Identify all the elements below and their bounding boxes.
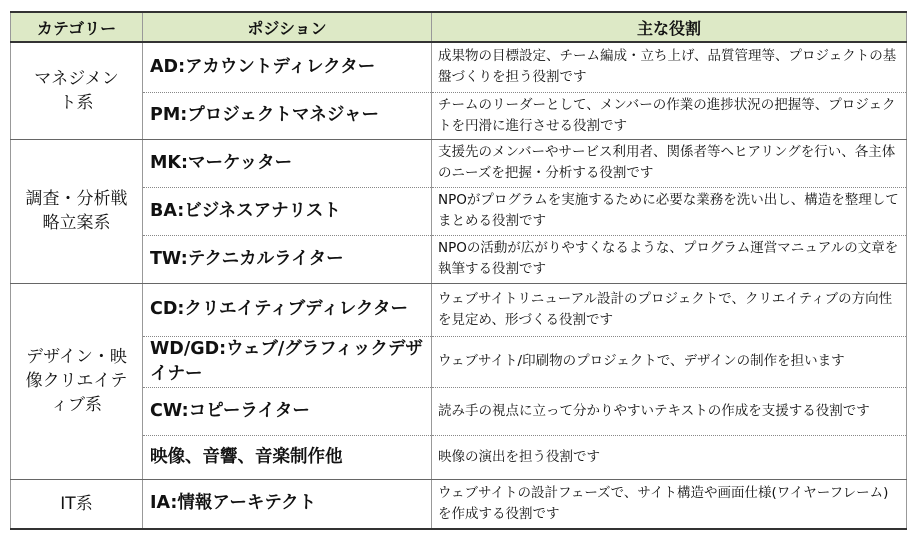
- role-cell: NPOの活動が広がりやすくなるような、プログラム運営マニュアルの文章を執筆する役割です: [432, 235, 907, 283]
- role-cell: 支援先のメンバーやサービス利用者、関係者等へヒアリングを行い、各主体のニーズを把握・分析する役割です: [432, 139, 907, 187]
- position-cell: WD/GD:ウェブ/グラフィックデザイナー: [143, 336, 432, 387]
- category-label: マネジメント系: [34, 68, 119, 113]
- table-row: [11, 187, 907, 235]
- position-cell: 映像、音響、音楽制作他: [143, 435, 432, 479]
- table-row: [11, 42, 907, 92]
- category-label: 調査・分析戦略立案系: [25, 189, 128, 233]
- table-row: [11, 387, 907, 435]
- position-cell: CW:コピーライター: [143, 387, 432, 435]
- category-cell: [11, 283, 143, 479]
- position-cell: MK:マーケッター: [143, 139, 432, 187]
- table-row: [11, 283, 907, 336]
- role-cell: ウェブサイト/印刷物のプロジェクトで、デザインの制作を担います: [432, 336, 907, 387]
- role-cell: 読み手の視点に立って分かりやすいテキストの作成を支援する役割です: [432, 387, 907, 435]
- role-cell: 映像の演出を担う役割です: [432, 435, 907, 479]
- table-row: [11, 479, 907, 529]
- roles-table: [10, 11, 907, 530]
- role-cell: チームのリーダーとして、メンバーの作業の進捗状況の把握等、プロジェクトを円滑に進行させる役割です: [432, 92, 907, 139]
- role-cell: ウェブサイトリニューアル設計のプロジェクトで、クリエイティブの方向性を見定め、形づくる役割です: [432, 283, 907, 336]
- table-row: [11, 435, 907, 479]
- position-cell: IA:情報アーキテクト: [143, 479, 432, 529]
- category-cell: IT系: [11, 479, 143, 529]
- position-cell: TW:テクニカルライター: [143, 235, 432, 283]
- header-position: ポジション: [143, 12, 432, 42]
- role-cell: NPOがプログラムを実施するために必要な業務を洗い出し、構造を整理してまとめる役割です: [432, 187, 907, 235]
- position-cell: CD:クリエイティブディレクター: [143, 283, 432, 336]
- role-cell: ウェブサイトの設計フェーズで、サイト構造や画面仕様(ワイヤーフレーム)を作成する役割です: [432, 479, 907, 529]
- table-row: [11, 336, 907, 387]
- header-category: カテゴリー: [11, 12, 143, 42]
- category-cell: [11, 42, 143, 139]
- header-row: [11, 12, 907, 42]
- role-cell: 成果物の目標設定、チーム編成・立ち上げ、品質管理等、プロジェクトの基盤づくりを担う役割です: [432, 42, 907, 92]
- table-row: [11, 139, 907, 187]
- position-cell: BA:ビジネスアナリスト: [143, 187, 432, 235]
- category-label: デザイン・映像クリエイティブ系: [25, 347, 128, 415]
- table-row: [11, 92, 907, 139]
- table-row: [11, 235, 907, 283]
- position-cell: PM:プロジェクトマネジャー: [143, 92, 432, 139]
- position-cell: AD:アカウントディレクター: [143, 42, 432, 92]
- header-role: 主な役割: [432, 12, 907, 42]
- category-cell: [11, 139, 143, 283]
